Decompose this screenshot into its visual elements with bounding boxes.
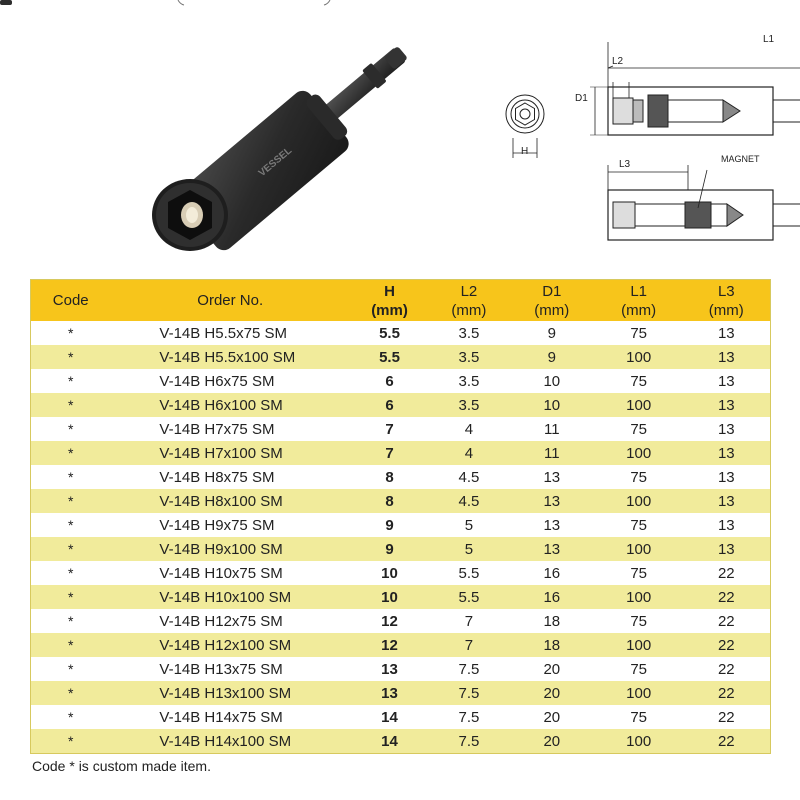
cell-l1: 75: [595, 417, 683, 441]
cell-code: *: [31, 369, 111, 393]
table-row: [31, 681, 771, 705]
cell-h: 9: [350, 537, 429, 561]
cell-l1: 75: [595, 321, 683, 345]
cell-l3: 13: [683, 345, 771, 369]
cell-l1: 75: [595, 657, 683, 681]
cell-h: 5.5: [350, 321, 429, 345]
cell-order-no: V-14B H6x75 SM: [110, 369, 350, 393]
cell-code: *: [31, 681, 111, 705]
cell-l1: 100: [595, 585, 683, 609]
cell-d1: 10: [509, 393, 595, 417]
cell-l1: 100: [595, 729, 683, 754]
cell-l1: 75: [595, 705, 683, 729]
table-row: [31, 729, 771, 754]
cell-l2: 4: [429, 417, 509, 441]
cell-l1: 100: [595, 537, 683, 561]
cell-order-no: V-14B H10x100 SM: [110, 585, 350, 609]
cell-l1: 100: [595, 633, 683, 657]
h-dimension-label: H: [521, 146, 529, 157]
cell-order-no: V-14B H9x75 SM: [110, 513, 350, 537]
table-row: [31, 513, 771, 537]
cell-d1: 10: [509, 369, 595, 393]
d1-dimension-label: D1: [575, 93, 588, 104]
cell-code: *: [31, 609, 111, 633]
cell-d1: 13: [509, 513, 595, 537]
cell-code: *: [31, 321, 111, 345]
cell-h: 10: [350, 585, 429, 609]
cell-code: *: [31, 561, 111, 585]
cell-d1: 20: [509, 729, 595, 754]
cell-l3: 22: [683, 681, 771, 705]
table-row: [31, 633, 771, 657]
cell-d1: 9: [509, 321, 595, 345]
cell-order-no: V-14B H12x100 SM: [110, 633, 350, 657]
cell-d1: 20: [509, 681, 595, 705]
cell-h: 10: [350, 561, 429, 585]
cell-order-no: V-14B H12x75 SM: [110, 609, 350, 633]
header-d1: D1 (mm): [509, 280, 595, 322]
cell-code: *: [31, 465, 111, 489]
cell-d1: 9: [509, 345, 595, 369]
cell-order-no: V-14B H6x100 SM: [110, 393, 350, 417]
cell-code: *: [31, 393, 111, 417]
cell-h: 13: [350, 657, 429, 681]
table-row: [31, 441, 771, 465]
cell-h: 12: [350, 609, 429, 633]
cell-order-no: V-14B H14x75 SM: [110, 705, 350, 729]
product-photo-nut-setter: [130, 30, 450, 265]
table-row: [31, 489, 771, 513]
cell-l2: 7.5: [429, 705, 509, 729]
table-row: [31, 321, 771, 345]
cell-l2: 5.5: [429, 561, 509, 585]
cell-code: *: [31, 537, 111, 561]
magnet-label: MAGNET: [721, 154, 760, 164]
cell-l3: 13: [683, 513, 771, 537]
header-l1: L1 (mm): [595, 280, 683, 322]
cell-h: 6: [350, 369, 429, 393]
cell-order-no: V-14B H10x75 SM: [110, 561, 350, 585]
cell-l2: 7: [429, 609, 509, 633]
cell-l1: 75: [595, 561, 683, 585]
cell-h: 8: [350, 465, 429, 489]
table-row: [31, 657, 771, 681]
table-row: [31, 369, 771, 393]
table-row: [31, 705, 771, 729]
cell-order-no: V-14B H7x100 SM: [110, 441, 350, 465]
cell-l2: 3.5: [429, 321, 509, 345]
cell-l3: 13: [683, 537, 771, 561]
cell-l1: 75: [595, 465, 683, 489]
table-header-row: [31, 280, 771, 322]
cell-l1: 100: [595, 681, 683, 705]
cell-h: 14: [350, 729, 429, 754]
cell-l1: 100: [595, 345, 683, 369]
cell-l3: 22: [683, 705, 771, 729]
cell-l2: 7: [429, 633, 509, 657]
table-row: [31, 585, 771, 609]
technical-drawing: [495, 30, 800, 255]
cell-l2: 5: [429, 537, 509, 561]
cell-l1: 100: [595, 393, 683, 417]
cell-code: *: [31, 705, 111, 729]
svg-text:VESSEL: VESSEL: [256, 145, 295, 180]
cell-d1: 11: [509, 417, 595, 441]
cell-l3: 13: [683, 465, 771, 489]
footnote: Code * is custom made item.: [32, 758, 211, 774]
cell-l3: 22: [683, 561, 771, 585]
cell-code: *: [31, 633, 111, 657]
cell-l3: 13: [683, 489, 771, 513]
cell-l1: 75: [595, 369, 683, 393]
cropped-heading-remnant: [0, 0, 360, 8]
cell-d1: 13: [509, 537, 595, 561]
header-code: Code: [31, 280, 111, 322]
table-row: [31, 345, 771, 369]
table-row: [31, 417, 771, 441]
cell-d1: 16: [509, 561, 595, 585]
cell-l2: 3.5: [429, 369, 509, 393]
cell-code: *: [31, 417, 111, 441]
cell-h: 14: [350, 705, 429, 729]
cell-l3: 13: [683, 441, 771, 465]
cell-l3: 22: [683, 729, 771, 754]
cell-l2: 7.5: [429, 681, 509, 705]
cell-h: 7: [350, 441, 429, 465]
table-row: [31, 609, 771, 633]
cell-order-no: V-14B H8x100 SM: [110, 489, 350, 513]
cell-l3: 22: [683, 585, 771, 609]
cell-order-no: V-14B H7x75 SM: [110, 417, 350, 441]
cell-code: *: [31, 657, 111, 681]
l1-dimension-label: L1: [763, 34, 775, 45]
l3-dimension-label: L3: [619, 159, 631, 170]
cell-l1: 75: [595, 609, 683, 633]
cell-d1: 11: [509, 441, 595, 465]
cell-l3: 22: [683, 633, 771, 657]
header-h: H (mm): [350, 280, 429, 322]
cell-order-no: V-14B H5.5x100 SM: [110, 345, 350, 369]
cell-h: 7: [350, 417, 429, 441]
cell-l2: 5: [429, 513, 509, 537]
cell-h: 13: [350, 681, 429, 705]
cell-code: *: [31, 345, 111, 369]
cell-code: *: [31, 729, 111, 754]
cell-order-no: V-14B H13x100 SM: [110, 681, 350, 705]
cell-order-no: V-14B H5.5x75 SM: [110, 321, 350, 345]
header-l2: L2 (mm): [429, 280, 509, 322]
cell-l3: 22: [683, 609, 771, 633]
header-l3: L3 (mm): [683, 280, 771, 322]
cell-d1: 20: [509, 705, 595, 729]
cell-code: *: [31, 489, 111, 513]
cell-l2: 7.5: [429, 729, 509, 754]
cell-l2: 7.5: [429, 657, 509, 681]
cell-d1: 18: [509, 609, 595, 633]
cell-l2: 4.5: [429, 465, 509, 489]
cell-l2: 5.5: [429, 585, 509, 609]
cell-h: 8: [350, 489, 429, 513]
cell-h: 12: [350, 633, 429, 657]
cell-l2: 3.5: [429, 345, 509, 369]
cell-order-no: V-14B H13x75 SM: [110, 657, 350, 681]
cell-code: *: [31, 585, 111, 609]
cell-l1: 100: [595, 441, 683, 465]
cell-l3: 13: [683, 369, 771, 393]
table-row: [31, 393, 771, 417]
cell-l2: 4.5: [429, 489, 509, 513]
table-row: [31, 561, 771, 585]
cell-l3: 13: [683, 417, 771, 441]
cell-d1: 13: [509, 465, 595, 489]
cell-l3: 13: [683, 393, 771, 417]
cell-l3: 13: [683, 321, 771, 345]
cell-order-no: V-14B H8x75 SM: [110, 465, 350, 489]
spec-table: [30, 279, 771, 754]
cell-order-no: V-14B H14x100 SM: [110, 729, 350, 754]
cell-code: *: [31, 513, 111, 537]
cell-l2: 4: [429, 441, 509, 465]
cell-h: 6: [350, 393, 429, 417]
table-row: [31, 465, 771, 489]
cell-l1: 100: [595, 489, 683, 513]
l2-dimension-label: L2: [612, 56, 624, 67]
cell-d1: 13: [509, 489, 595, 513]
cell-d1: 18: [509, 633, 595, 657]
cell-l3: 22: [683, 657, 771, 681]
side-view-bottom: [608, 165, 800, 240]
cell-order-no: V-14B H9x100 SM: [110, 537, 350, 561]
cell-h: 9: [350, 513, 429, 537]
header-order-no: Order No.: [110, 280, 350, 322]
cell-l2: 3.5: [429, 393, 509, 417]
cell-d1: 20: [509, 657, 595, 681]
table-row: [31, 537, 771, 561]
cell-h: 5.5: [350, 345, 429, 369]
cell-d1: 16: [509, 585, 595, 609]
cell-code: *: [31, 441, 111, 465]
cell-l1: 75: [595, 513, 683, 537]
